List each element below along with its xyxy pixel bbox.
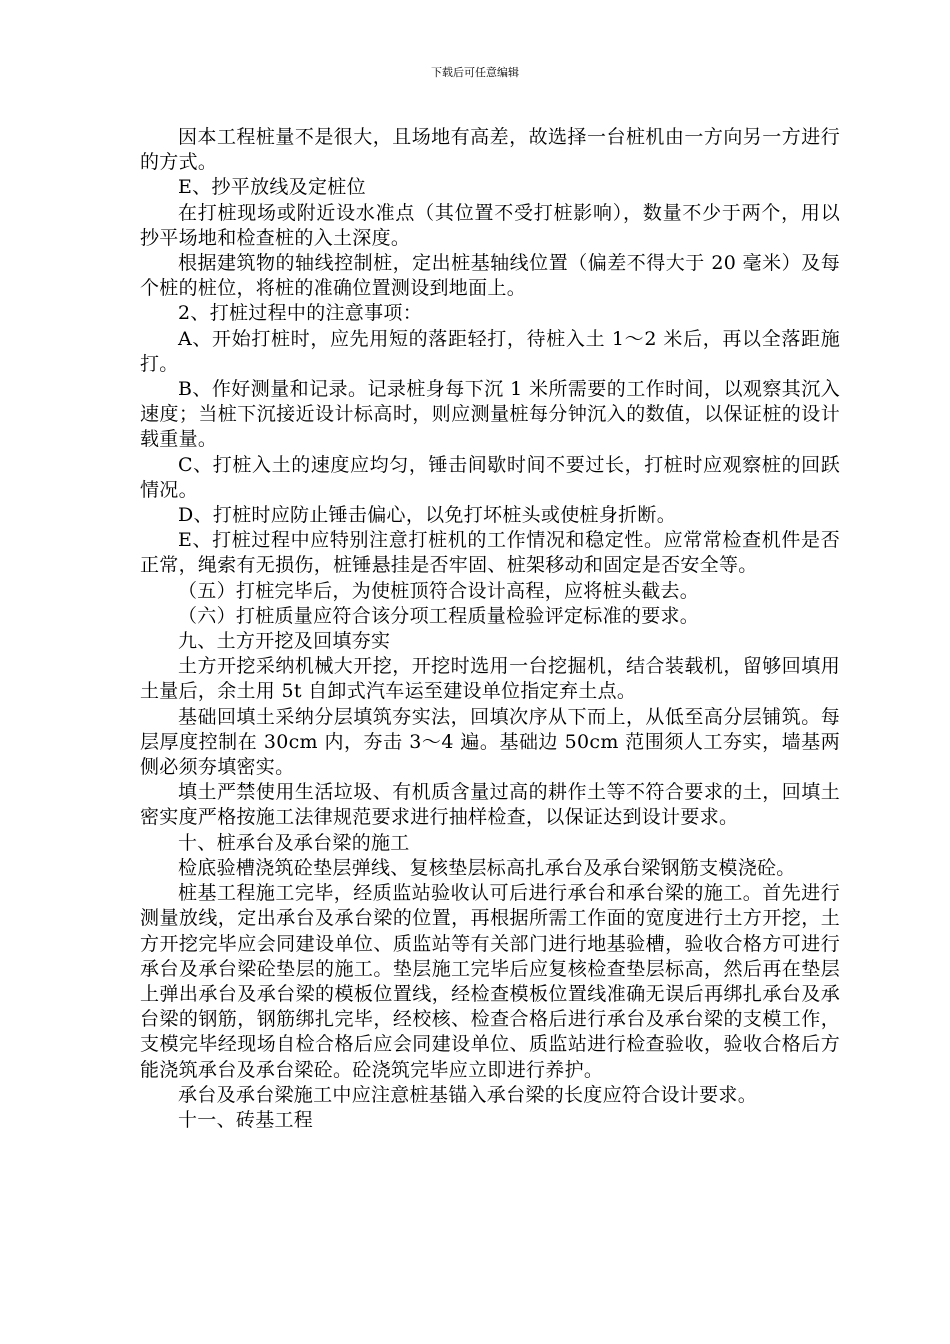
paragraph: （五）打桩完毕后，为使桩顶符合设计高程，应将桩头截去。 (178, 579, 700, 602)
paragraph: C、打桩入土的速度应均匀，锤击间歇时间不要过长，打桩时应观察桩的回跃情况。 (140, 453, 840, 501)
section-heading: E、抄平放线及定桩位 (178, 176, 366, 199)
paragraph: 桩基工程施工完毕，经质监站验收认可后进行承台和承台梁的施工。首先进行测量放线，定出承台及承台梁的位置，再根据所需工作面的宽度进行土方开挖，土方开挖完毕应会同建设单位、质监站等有关部门进行地基验槽，验收合格方可进行承台及承台梁砼垫层的施工。垫层施工完毕后应复核检查垫层标高，然后再在垫层上弹出承台及承台梁的模板位置线，经检查模板位置线准确无误后再绑扎承台及承台梁的钢筋，钢筋绑扎完毕，经校核、检查合格后进行承台及承台梁的支模工作，支模完毕经现场自检合格后应会同建设单位、质监站进行检查验收，验收合格后方能浇筑承台及承台梁砼。砼浇筑完毕应立即进行养护。 (140, 882, 840, 1081)
paragraph: 土方开挖采纳机械大开挖，开挖时选用一台挖掘机，结合装载机，留够回填用土量后，余土用 5t 自卸式汽车运至建设单位指定弃土点。 (140, 655, 840, 703)
paragraph: D、打桩时应防止锤击偏心，以免打坏桩头或使桩身折断。 (178, 504, 677, 527)
section-heading: 2、打桩过程中的注意事项： (178, 302, 422, 325)
paragraph: E、打桩过程中应特别注意打桩机的工作情况和稳定性。应常常检查机件是否正常，绳索有无损伤，桩锤悬挂是否牢固、桩架移动和固定是否安全等。 (140, 529, 840, 577)
paragraph: 根据建筑物的轴线控制桩，定出桩基轴线位置（偏差不得大于 20 毫米）及每个桩的桩位，将桩的准确位置测设到地面上。 (140, 252, 840, 300)
paragraph: （六）打桩质量应符合该分项工程质量检验评定标准的要求。 (178, 604, 700, 627)
paragraph: 在打桩现场或附近设水准点（其位置不受打桩影响），数量不少于两个，用以抄平场地和检查桩的入土深度。 (140, 201, 840, 249)
section-heading: 十一、砖基工程 (178, 1108, 314, 1131)
paragraph: 因本工程桩量不是很大，且场地有高差，故选择一台桩机由一方向另一方进行的方式。 (140, 126, 840, 174)
paragraph: 填土严禁使用生活垃圾、有机质含量过高的耕作土等不符合要求的土，回填土密实度严格按施工法律规范要求进行抽样检查，以保证达到设计要求。 (140, 781, 840, 829)
section-heading: 九、土方开挖及回填夯实 (178, 630, 391, 653)
paragraph: B、作好测量和记录。记录桩身每下沉 1 米所需要的工作时间，以观察其沉入速度；当桩下沉接近设计标高时，则应测量桩每分钟沉入的数值，以保证桩的设计载重量。 (140, 378, 840, 451)
document-body (140, 125, 840, 1133)
section-heading: 十、桩承台及承台梁的施工 (178, 831, 410, 854)
paragraph: 基础回填土采纳分层填筑夯实法，回填次序从下而上，从低至高分层铺筑。每层厚度控制在 30cm 内，夯击 3～4 遍。基础边 50cm 范围须人工夯实，墙基两侧必须夯填密实。 (140, 705, 840, 779)
paragraph: 承台及承台梁施工中应注意桩基锚入承台梁的长度应符合设计要求。 (178, 1083, 758, 1106)
paragraph: A、开始打桩时，应先用短的落距轻打，待桩入土 1～2 米后，再以全落距施打。 (140, 327, 840, 375)
paragraph: 检底验槽浇筑砼垫层弹线、复核垫层标高扎承台及承台梁钢筋支模浇砼。 (178, 856, 796, 879)
page-header: 下载后可任意编辑 (431, 66, 519, 79)
